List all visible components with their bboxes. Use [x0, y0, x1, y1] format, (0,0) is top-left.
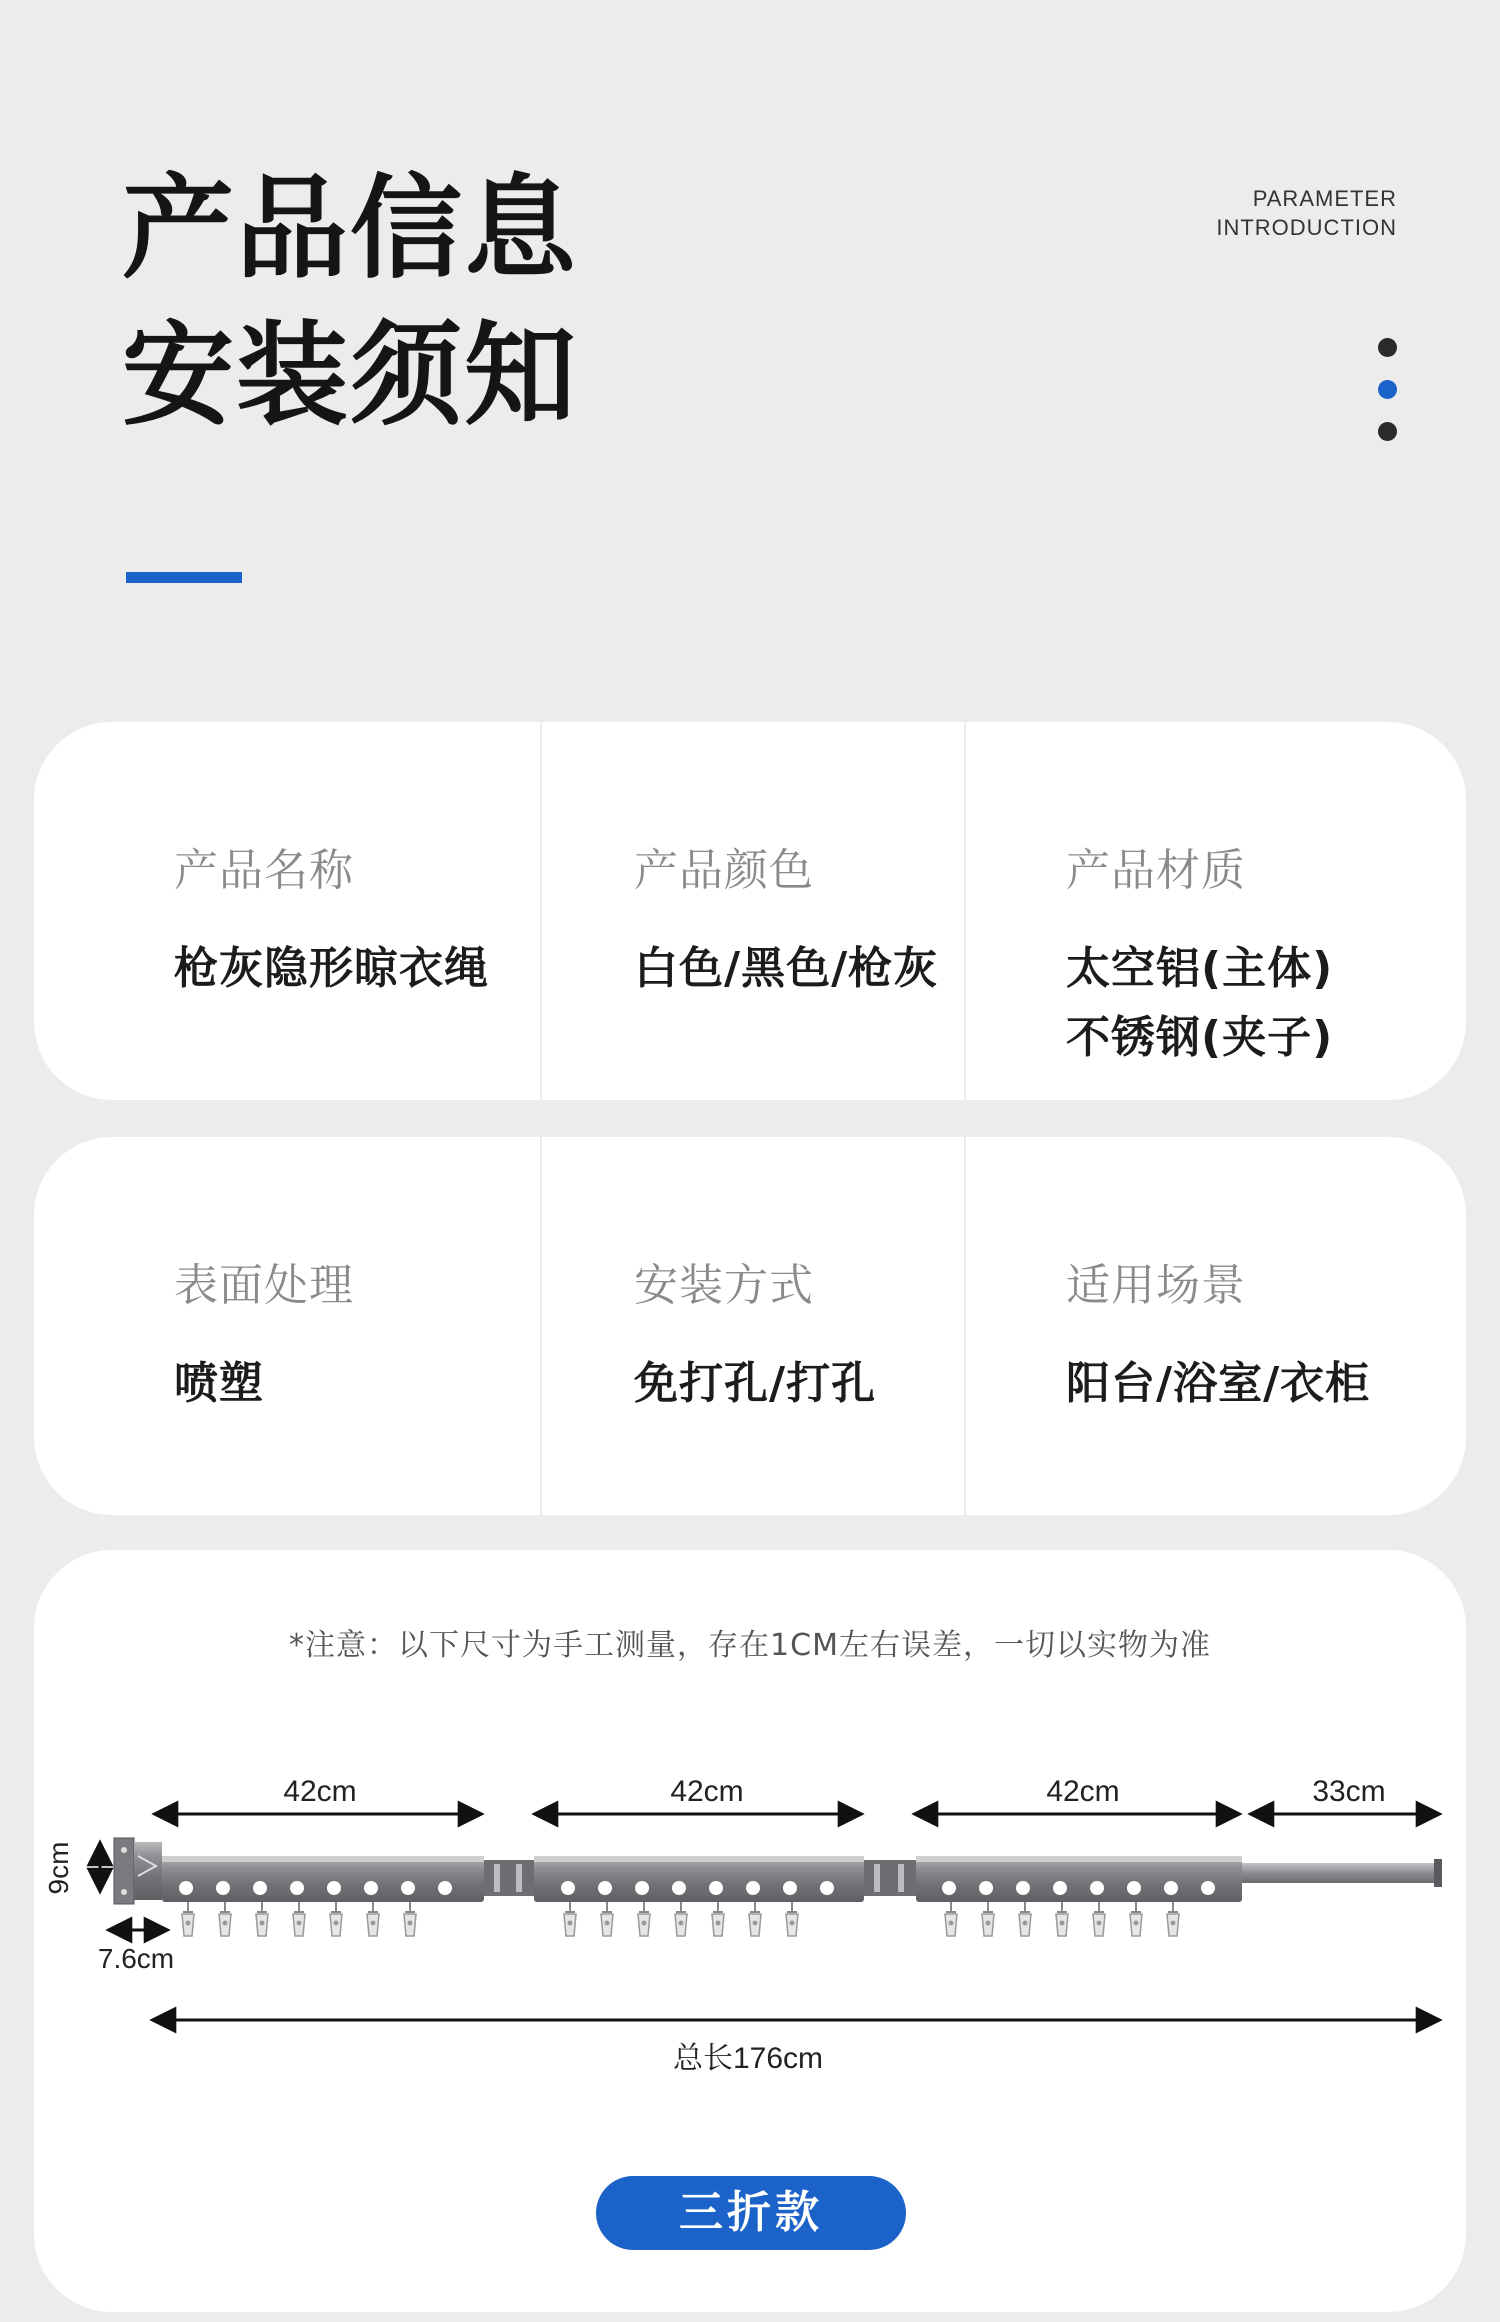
- clothes-clip: [945, 1902, 957, 1936]
- rack-hole: [1090, 1881, 1104, 1895]
- rack-segment-1: [162, 1856, 484, 1902]
- spec-value: 枪灰隐形晾衣绳: [174, 943, 489, 994]
- measurement-note: *注意：以下尺寸为手工测量，存在1CM左右误差，一切以实物为准: [289, 1628, 1211, 1663]
- rack-hole: [401, 1881, 415, 1895]
- clothes-clip: [182, 1902, 194, 1936]
- rack-hole: [635, 1881, 649, 1895]
- rack-segment-3: [916, 1856, 1242, 1902]
- rack-hole: [216, 1881, 230, 1895]
- clothes-clip: [1130, 1902, 1142, 1936]
- rack-hole: [709, 1881, 723, 1895]
- rack-hole: [1016, 1881, 1030, 1895]
- spec-label: 适用场景: [1066, 1260, 1246, 1311]
- rack-hole: [364, 1881, 378, 1895]
- clothes-clip: [675, 1902, 687, 1936]
- rack-hole: [1127, 1881, 1141, 1895]
- clothes-clip: [256, 1902, 268, 1936]
- rack-hole: [598, 1881, 612, 1895]
- param-line1: PARAMETER: [1252, 186, 1397, 211]
- parameter-introduction-label: [1216, 184, 1397, 242]
- rack-hole: [783, 1881, 797, 1895]
- dimensions-card: [34, 1550, 1466, 2312]
- clothes-clip: [982, 1902, 994, 1936]
- rack-hole: [290, 1881, 304, 1895]
- pagination-dot-1: [1378, 338, 1397, 357]
- segment-label-1: 42cm: [283, 1775, 357, 1808]
- spec-value-line1: 太空铝(主体): [1066, 943, 1334, 994]
- spec-install-method: [540, 1137, 965, 1515]
- segment-label-3: 42cm: [1046, 1775, 1120, 1808]
- clothes-clip: [712, 1902, 724, 1936]
- pagination-dot-2-active: [1378, 380, 1397, 399]
- rack-hole: [820, 1881, 834, 1895]
- spec-label: 安装方式: [634, 1260, 814, 1311]
- rack-hole: [561, 1881, 575, 1895]
- specs-card-2: [34, 1137, 1466, 1515]
- spec-value: 白色/黑色/枪灰: [634, 943, 939, 994]
- three-fold-style-button[interactable]: 三折款: [596, 2176, 906, 2250]
- rack-hole: [979, 1881, 993, 1895]
- spec-product-material: [964, 722, 1466, 1100]
- page-title-line1: 产品信息: [122, 164, 578, 294]
- clothes-clip: [1167, 1902, 1179, 1936]
- clothes-clip: [564, 1902, 576, 1936]
- rack-hole: [746, 1881, 760, 1895]
- spec-product-name: [34, 722, 539, 1100]
- spec-value-line2: 不锈钢(夹子): [1066, 1012, 1334, 1063]
- spec-label: 产品颜色: [634, 845, 814, 896]
- param-line2: INTRODUCTION: [1216, 215, 1397, 240]
- rack-hole: [672, 1881, 686, 1895]
- page-title-line2: 安装须知: [122, 311, 578, 441]
- spec-use-scene: [964, 1137, 1466, 1515]
- spec-label: 产品材质: [1066, 845, 1246, 896]
- hinge-1: [484, 1860, 534, 1896]
- clothes-clip: [749, 1902, 761, 1936]
- rack-hole: [942, 1881, 956, 1895]
- clothes-clip: [404, 1902, 416, 1936]
- rack-hole: [327, 1881, 341, 1895]
- clothes-clip: [1093, 1902, 1105, 1936]
- total-length-label: 总长176cm: [672, 2042, 824, 2075]
- extension-rod: [1242, 1859, 1442, 1887]
- clothes-clip: [293, 1902, 305, 1936]
- spec-surface-treatment: [34, 1137, 539, 1515]
- spec-value: 免打孔/打孔: [634, 1358, 877, 1409]
- spec-value: 阳台/浴室/衣柜: [1066, 1358, 1371, 1409]
- clothes-clip: [786, 1902, 798, 1936]
- clothes-clip: [638, 1902, 650, 1936]
- rack-hole: [253, 1881, 267, 1895]
- wall-bracket: [114, 1838, 162, 1904]
- spec-label: 表面处理: [174, 1260, 354, 1311]
- clothes-clip: [1019, 1902, 1031, 1936]
- rack-segment-2: [534, 1856, 864, 1902]
- clothes-clip: [219, 1902, 231, 1936]
- spec-product-color: [540, 722, 965, 1100]
- pagination-dots: [1378, 338, 1398, 464]
- rack-hole: [1164, 1881, 1178, 1895]
- clothes-clip: [367, 1902, 379, 1936]
- spec-value: 喷塑: [174, 1358, 264, 1409]
- hinge-2: [864, 1860, 916, 1896]
- rack-hole: [438, 1881, 452, 1895]
- clothes-clip: [601, 1902, 613, 1936]
- segment-label-2: 42cm: [670, 1775, 744, 1808]
- clothes-clips: [182, 1902, 1179, 1936]
- height-label: 9cm: [43, 1841, 74, 1895]
- clothes-clip: [330, 1902, 342, 1936]
- rack-hole: [179, 1881, 193, 1895]
- clothes-clip: [1056, 1902, 1068, 1936]
- base-label: 7.6cm: [97, 1943, 175, 1974]
- spec-label: 产品名称: [174, 845, 354, 896]
- specs-card-1: [34, 722, 1466, 1100]
- pagination-dot-3: [1378, 422, 1397, 441]
- accent-bar: [126, 572, 242, 583]
- spec-value: [1066, 934, 1333, 1072]
- segment-label-4: 33cm: [1312, 1775, 1386, 1808]
- rack-hole: [1053, 1881, 1067, 1895]
- rack-hole: [1201, 1881, 1215, 1895]
